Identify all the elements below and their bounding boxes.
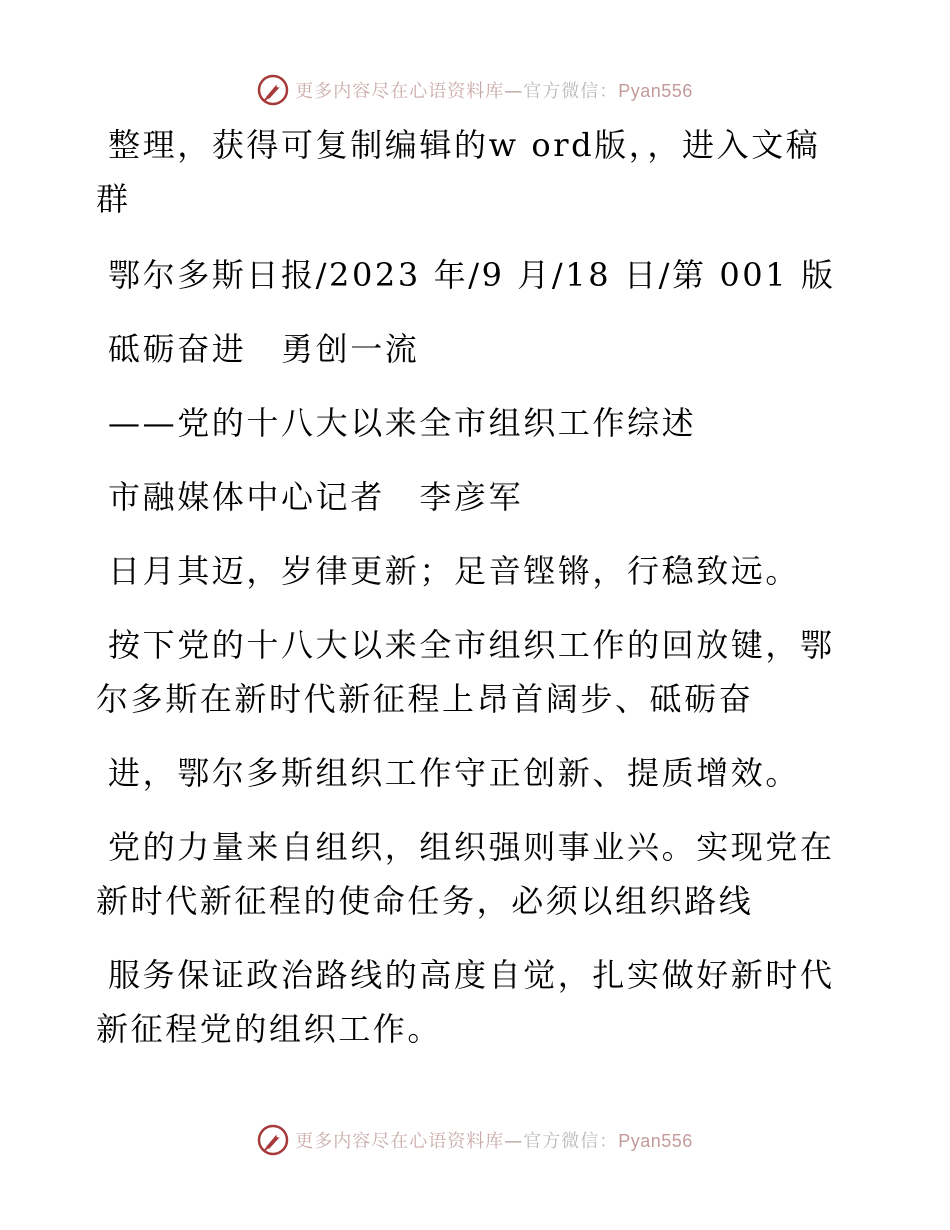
pen-nib-logo-icon [257,74,289,106]
paragraph: 按下党的十八大以来全市组织工作的回放键，鄂尔多斯在新时代新征程上昂首阔步、砥砺奋 [96,626,835,718]
footer-watermark [0,1120,950,1160]
paragraph: 党的力量来自组织，组织强则事业兴。实现党在新时代新征程的使命任务，必须以组织路线 [96,828,835,920]
paragraph: 砥砺奋进 勇创一流 [108,330,420,368]
paragraph: 日月其迈，岁律更新；足音铿锵，行稳致远。 [108,552,801,590]
document-body [96,118,836,1076]
header-watermark [0,70,950,110]
paragraph: 市融媒体中心记者 李彦军 [108,478,524,516]
paragraph: 鄂尔多斯日报/2023 年/9 月/18 日/第 001 版 [108,256,836,294]
paragraph: ——党的十八大以来全市组织工作综述 [108,404,697,442]
watermark-text: 更多内容尽在心语资料库—官方微信：Pyan556 [295,1131,693,1152]
pen-nib-logo-icon [257,1124,289,1156]
paragraph: 进，鄂尔多斯组织工作守正创新、提质增效。 [108,754,801,792]
paragraph: 服务保证政治路线的高度自觉，扎实做好新时代新征程党的组织工作。 [96,956,835,1048]
watermark-text: 更多内容尽在心语资料库—官方微信：Pyan556 [295,81,693,102]
paragraph: 整理，获得可复制编辑的w ord版，，进入文稿群 [96,126,821,218]
